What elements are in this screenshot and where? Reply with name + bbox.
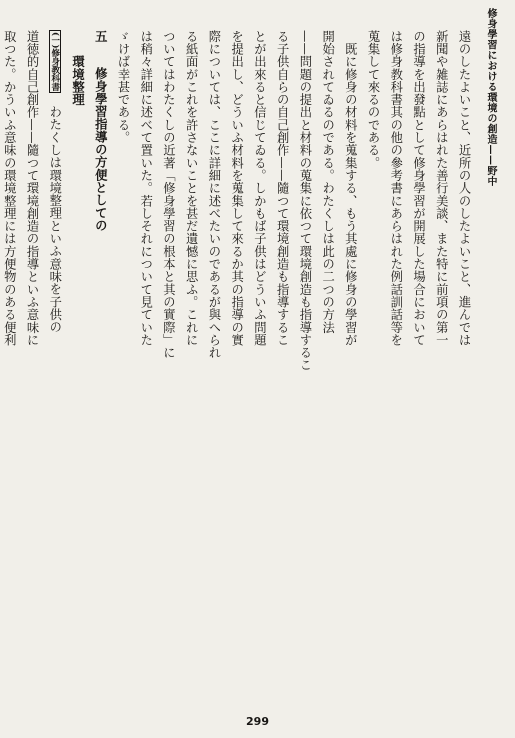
text-line: ——問題の提出と材料の蒐集に依つて環境創造も指導するこ [297, 30, 312, 372]
text-line: る紙面がこれを許さないことを甚だ遺憾に思ふ。これに [184, 30, 199, 347]
text-line: は修身教科書其の他の參考書にあらはれた例話訓話等を [388, 30, 403, 347]
text-line: 蒐集して來るのである。 [366, 30, 381, 170]
running-header: 修身學習における環境の創造——野中 [485, 8, 496, 187]
text-line: 開始されてゐるのである。わたくしは此の二つの方法 [320, 30, 335, 334]
text-run: わたくしは環境整理といふ意味を子供の [47, 105, 62, 334]
text-line: 新聞や雑誌にあらはれた善行美談、また特に前項の第一 [434, 30, 449, 347]
text-line: を提出し、どういふ材料を蒐集して來るか其の指導の實 [229, 30, 244, 347]
section-title-line1: 修身學習指導の方便としての [93, 67, 109, 232]
page-number: 299 [246, 715, 269, 728]
text-line: る子供自らの自己創作——隨つて環境創造も指導するこ [275, 30, 290, 347]
text-line: 取つた。かういふ意味の環境整理には方便物のある便利 [2, 30, 17, 347]
text-line: とが出來ると信じてゐる。しかもば子供はどういふ問題 [252, 30, 267, 347]
section-number: 五 [93, 30, 109, 43]
section-heading [89, 30, 112, 706]
text-line [43, 30, 66, 706]
text-line: ゞけば幸甚である。 [115, 30, 130, 144]
text-line: 既に修身の材料を蒐集する、もう其處に修身の學習が [343, 30, 358, 347]
text-line: 遠のしたよいこと、近所の人のしたよいこと、進んでは [457, 30, 471, 347]
text-line: 際については、ここに詳細に述べたいのであるが與へられ [206, 30, 221, 359]
text-line: 道徳的自己創作——隨つて環境創造の指導といふ意味に [25, 30, 40, 347]
section-title-line2 [66, 30, 89, 706]
body-text [0, 30, 475, 706]
subsection-label: (一)修身教科書 [49, 32, 60, 92]
text-line: の指導を出發點として修身學習が開展した場合において [411, 30, 426, 347]
section-title-text: 環境整理 [70, 55, 86, 106]
text-line: は稍々詳細に述べて置いた。若しそれについて見ていた [138, 30, 153, 347]
text-line: ついてはわたくしの近著「修身學習の根本と其の實際」に [161, 30, 176, 359]
